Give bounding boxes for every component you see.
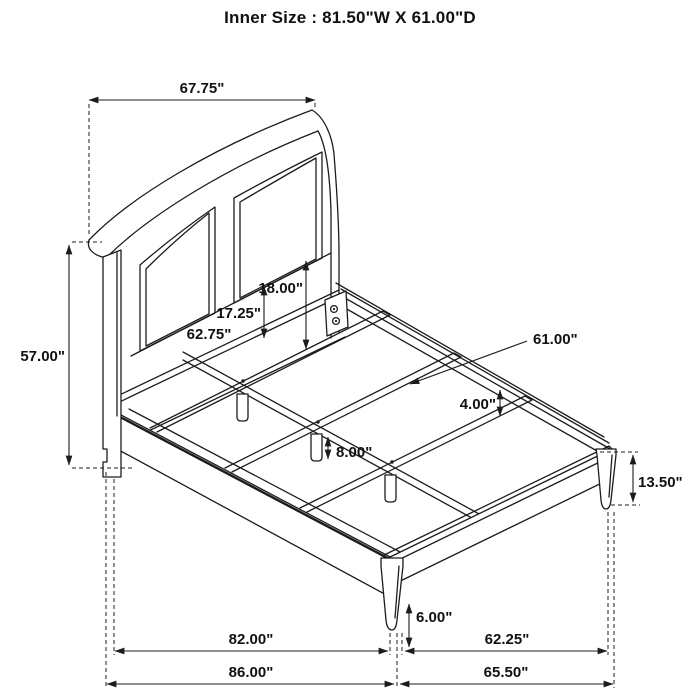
footboard-rail <box>386 449 612 588</box>
center-leg-1 <box>237 394 248 421</box>
near-side-rail <box>117 415 396 598</box>
near-side-rail-ledge <box>129 409 402 553</box>
near-side-rail-top-edge <box>122 418 395 562</box>
bracket-screw-top-center <box>333 308 335 310</box>
dim-label-inner-depth: 61.00" <box>533 331 578 348</box>
rail-bracket <box>325 291 348 336</box>
dim-label-panel-height: 18.00" <box>258 280 303 297</box>
dim-label-panel-inner-height: 17.25" <box>216 305 261 322</box>
slat-3-screw-dot <box>390 460 393 463</box>
dim-label-overall-width: 65.50" <box>483 664 529 681</box>
headboard-crown-left-cap <box>88 240 106 258</box>
dim-label-leg-height: 6.00" <box>416 609 453 626</box>
dim-label-headboard-width: 67.75" <box>179 80 225 97</box>
dim-label-frame-length: 82.00" <box>228 631 274 648</box>
center-leg-3 <box>385 475 396 502</box>
bracket-screw-bottom-center <box>335 320 337 322</box>
dim-label-footboard-height: 13.50" <box>638 474 683 491</box>
dim-label-rail-thickness: 4.00" <box>459 396 496 413</box>
footboard-top-face <box>382 446 612 556</box>
headboard-near-post <box>103 250 121 477</box>
dim-label-center-leg-height: 8.00" <box>336 444 373 461</box>
dim-label-footboard-inner-width: 62.25" <box>484 631 530 648</box>
headboard-crown-inner <box>106 131 318 258</box>
dim-label-overall-length: 86.00" <box>228 664 274 681</box>
page-title: Inner Size : 81.50"W X 61.00"D <box>224 8 476 27</box>
foot-leg-far <box>596 449 616 509</box>
slat-2-screw-dot <box>316 420 319 423</box>
footboard-top-inner <box>390 457 610 564</box>
dim-label-headboard-inner-width: 62.75" <box>186 326 232 343</box>
center-leg-2 <box>311 434 322 461</box>
headboard-right-panel-inner <box>240 158 316 298</box>
far-rail-ledge-inner <box>336 283 604 437</box>
dim-label-headboard-height: 57.00" <box>20 348 65 365</box>
slat-1-screw-dot <box>241 379 244 382</box>
foot-leg-near <box>381 558 403 630</box>
